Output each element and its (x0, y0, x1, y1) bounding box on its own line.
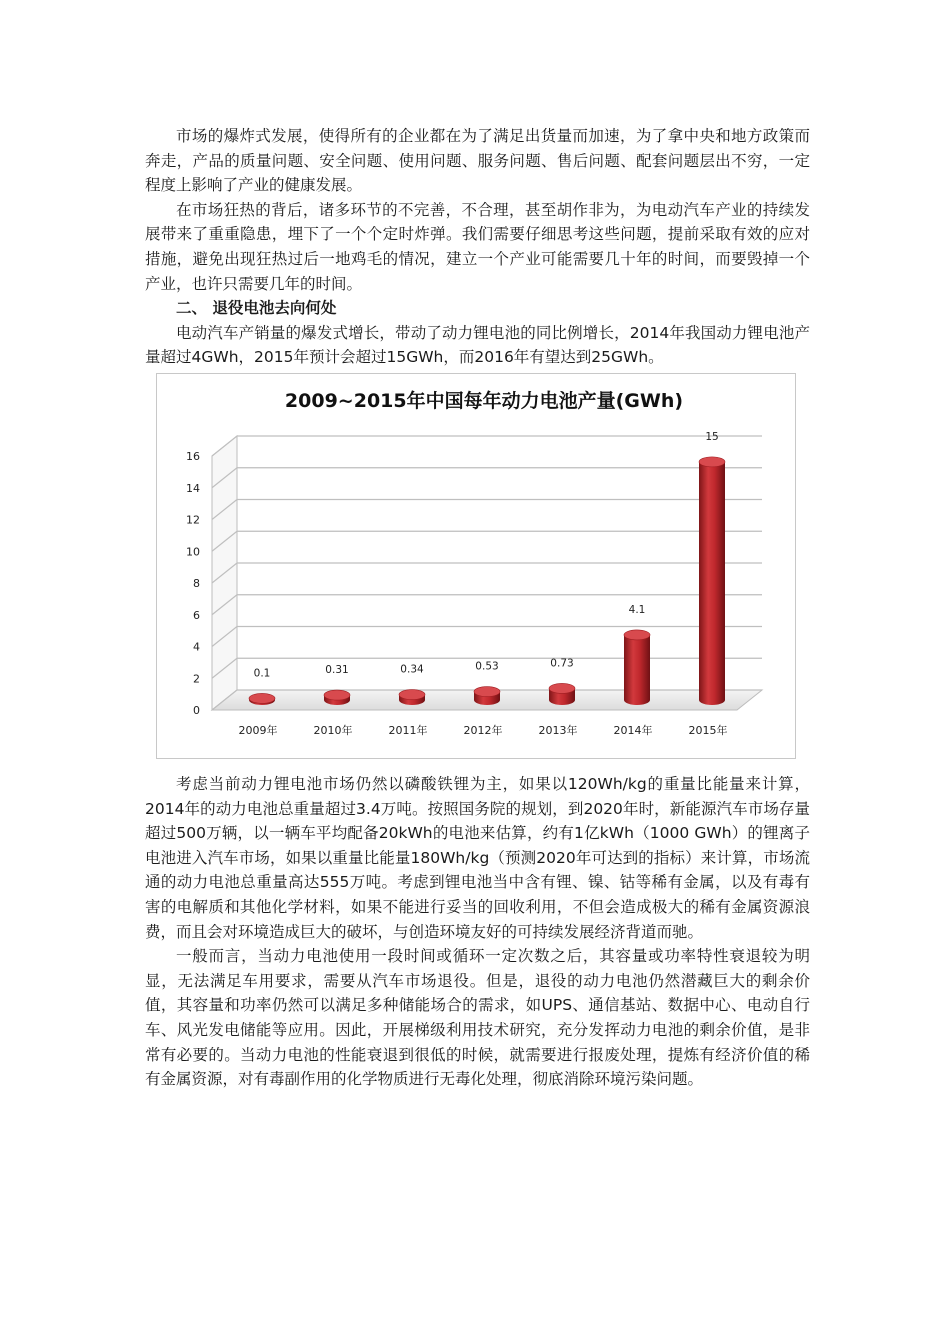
bar-body (624, 635, 650, 705)
y-tick-label: 10 (186, 545, 200, 559)
text-block-bottom (145, 772, 810, 1092)
bar-cap (474, 687, 500, 697)
x-tick-label: 2012年 (463, 724, 503, 737)
x-tick-label: 2009年 (238, 724, 278, 737)
bar-cap (549, 683, 575, 693)
gridline (212, 436, 762, 456)
gridline (212, 563, 762, 583)
bar (699, 457, 725, 705)
bar (624, 630, 650, 705)
y-tick-label: 4 (193, 640, 200, 654)
gridline (212, 468, 762, 488)
data-label: 4.1 (628, 603, 646, 616)
paragraph-intro: 电动汽车产销量的爆发式增长，带动了动力锂电池的同比例增长，2014年我国动力锂电池产量超过4GWh，2015年预计会超过15GWh，而2016年有望达到25GWh。 (145, 323, 810, 367)
paragraph-2: 在市场狂热的背后，诸多环节的不完善，不合理，甚至胡作非为，为电动汽车产业的持续发展带来了重重隐患，埋下了一个个定时炸弹。我们需要仔细思考这些问题，提前采取有效的应对措施，避免出现狂热过后一地鸡毛的情况，建立一个产业可能需要几十年的时间，而要毁掉一个产业，也许只需要几年的时间。 (145, 200, 810, 293)
bar (324, 690, 350, 705)
bar-body (699, 462, 725, 705)
bar-cap (399, 690, 425, 700)
bar-cap (324, 690, 350, 700)
x-tick-label: 2015年 (688, 724, 728, 737)
bar (249, 693, 275, 705)
x-tick-label: 2014年 (613, 724, 653, 737)
y-tick-label: 6 (193, 608, 200, 622)
bar (474, 687, 500, 705)
y-tick-label: 12 (186, 513, 200, 527)
data-label: 0.1 (253, 667, 271, 680)
bar-cap (624, 630, 650, 640)
x-axis-ticks (239, 723, 728, 737)
data-label: 0.31 (325, 664, 349, 677)
bar-cap (699, 457, 725, 467)
paragraph-4: 一般而言，当动力电池使用一段时间或循环一定次数之后，其容量或功率特性衰退较为明显，无法满足车用要求，需要从汽车市场退役。但是，退役的动力电池仍然潜藏巨大的剩余价值，其容量和功率仍然可以满足多种储能场合的需求，如UPS、通信基站、数据中心、电动自行车、风光发电储能等应用。因此，开展梯级利用技术研究，充分发挥动力电池的剩余价值，是非常有必要的。当动力电池的性能衰退到很低的时候，就需要进行报废处理，提炼有经济价值的稀有金属资源，对有毒副作用的化学物质进行无毒化处理，彻底消除环境污染问题。 (145, 947, 810, 1089)
gridline (212, 595, 762, 615)
y-tick-label: 0 (193, 704, 200, 717)
chart-svg (157, 374, 795, 758)
section-heading: 二、 退役电池去向何处 (176, 299, 337, 318)
bar (399, 690, 425, 705)
data-label: 0.73 (550, 657, 574, 670)
chart-title: 2009~2015年中国每年动力电池产量(GWh) (284, 390, 684, 412)
battery-production-chart (156, 373, 796, 759)
bar-layer (249, 431, 725, 705)
text-block-top (145, 124, 810, 370)
data-label: 0.34 (400, 663, 424, 676)
bar-cap (249, 693, 275, 703)
gridline (212, 500, 762, 520)
y-tick-label: 8 (193, 577, 200, 590)
gridline (212, 627, 762, 647)
y-tick-label: 2 (193, 672, 200, 686)
bar (549, 683, 575, 705)
paragraph-1: 市场的爆炸式发展，使得所有的企业都在为了满足出货量而加速，为了拿中央和地方政策而奔走，产品的质量问题、安全问题、使用问题、服务问题、售后问题、配套问题层出不穷，一定程度上影响了产业的健康发展。 (145, 127, 810, 195)
x-tick-label: 2010年 (313, 724, 353, 737)
y-tick-label: 14 (186, 481, 200, 495)
x-tick-label: 2011年 (388, 724, 428, 737)
y-tick-label: 16 (186, 450, 200, 463)
data-label: 15 (705, 430, 719, 443)
data-label: 0.53 (475, 660, 499, 673)
paragraph-3: 考虑当前动力锂电池市场仍然以磷酸铁锂为主，如果以120Wh/kg的重量比能量来计算，2014年的动力电池总重量超过3.4万吨。按照国务院的规划，到2020年时，新能源汽车市场存量超过500万辆，以一辆车平均配备20kWh的电池来估算，约有1亿kWh（1000 GWh）的锂离子电池进入汽车市场，如果以重量比能量180Wh/kg（预测2020年可达到的指标）来计算，市场流通的动力电池总重量高达555万吨。考虑到锂电池当中含有锂、镍、钴等稀有金属，以及有毒有害的电解质和其他化学材料，如果不能进行妥当的回收利用，不但会造成极大的稀有金属资源浪费，而且会对环境造成巨大的破坏，与创造环境友好的可持续发展经济背道而驰。 (145, 775, 810, 941)
y-axis-ticks (186, 450, 200, 717)
gridline (212, 531, 762, 551)
x-tick-label: 2013年 (538, 724, 578, 737)
